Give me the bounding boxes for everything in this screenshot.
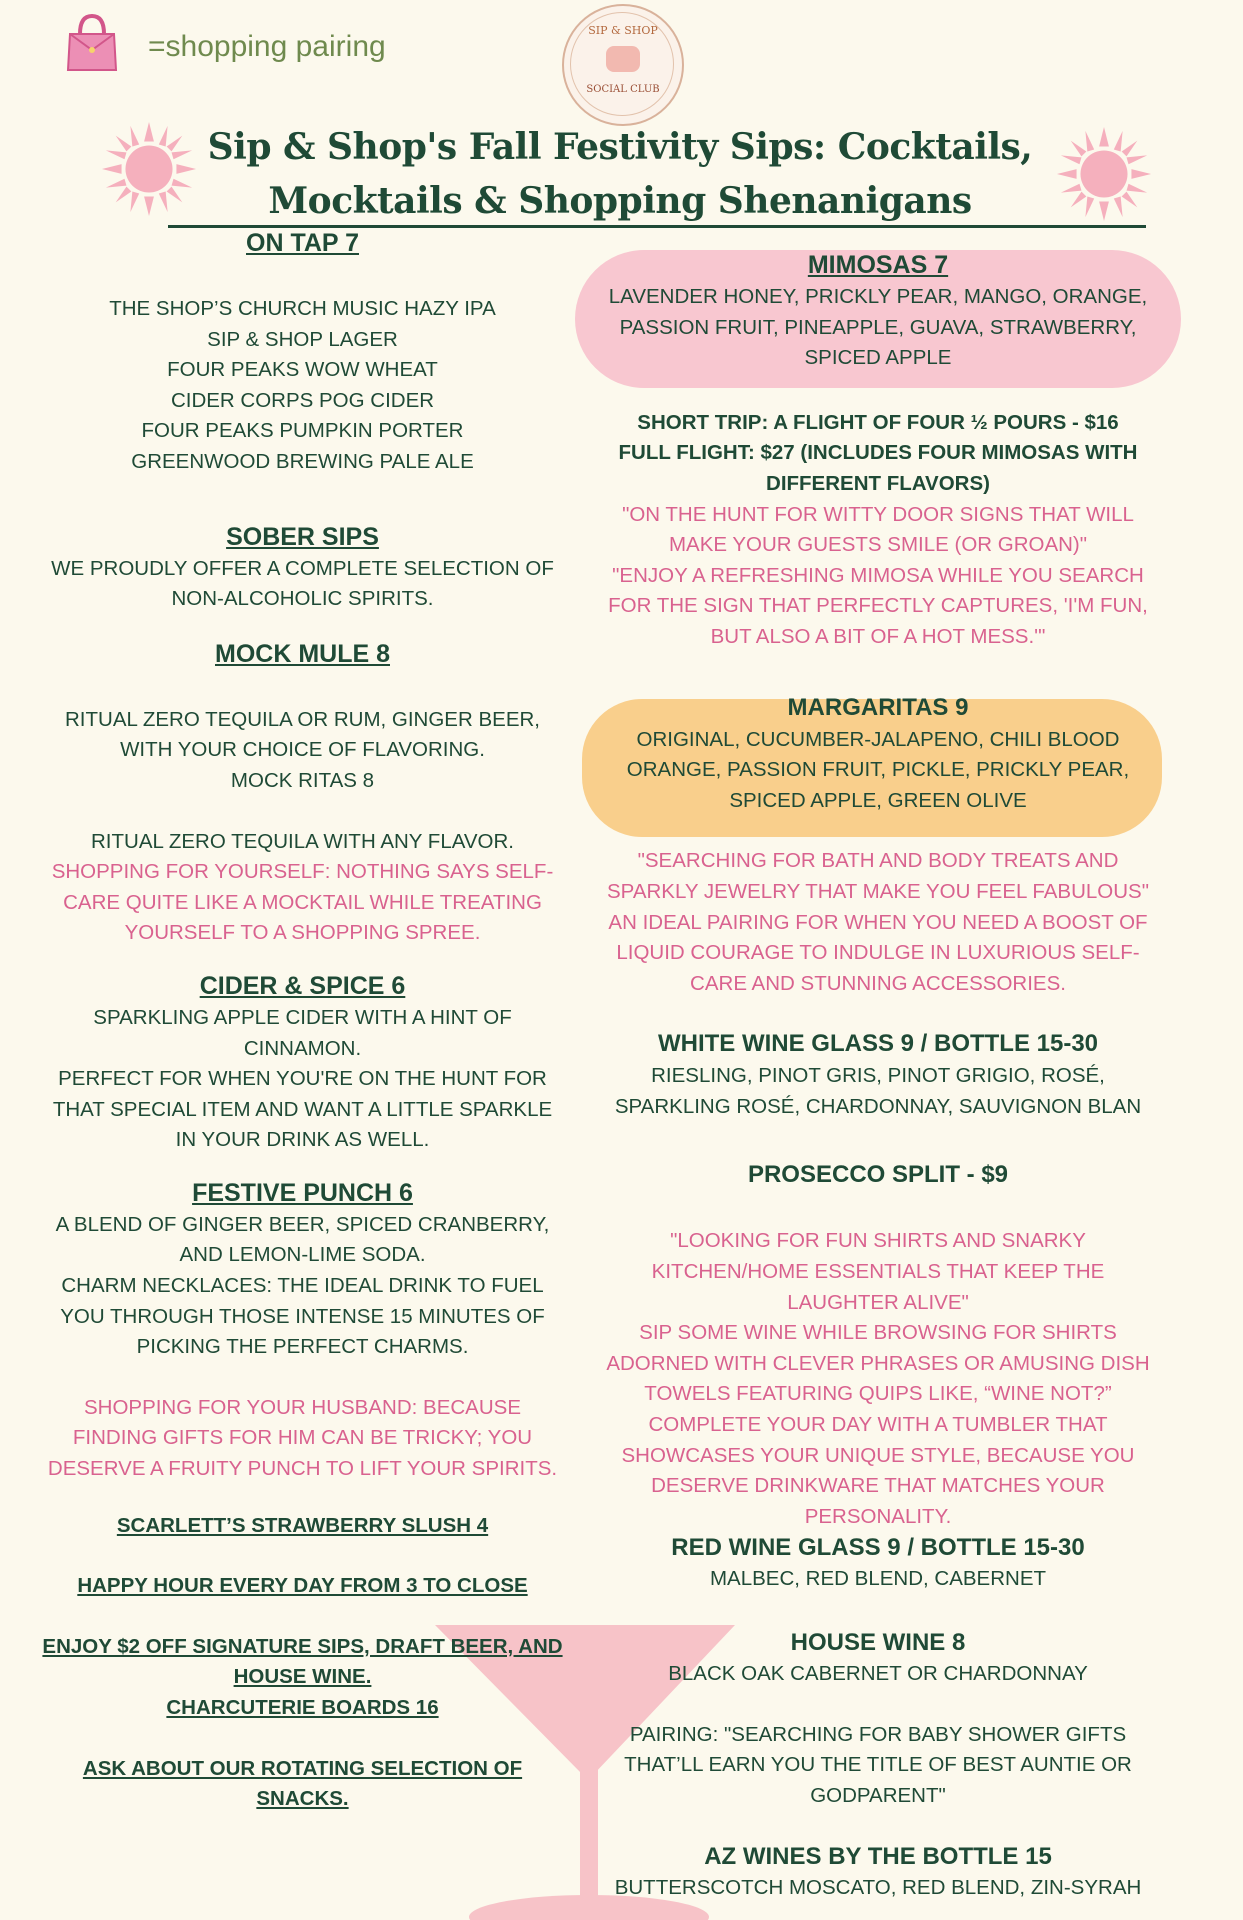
text-line: ORIGINAL, CUCUMBER-JALAPENO, CHILI BLOOD: [636, 727, 1120, 751]
house-wine-heading: HOUSE WINE 8: [790, 1629, 966, 1656]
cider-heading: CIDER & SPICE 6: [199, 971, 406, 1000]
mimosa-flights: [572, 408, 1184, 500]
mimosa-pairing: [572, 500, 1184, 653]
text-line: WITH YOUR CHOICE OF FLAVORING.: [120, 738, 485, 762]
text-line: SPICED APPLE, GREEN OLIVE: [729, 788, 1027, 812]
text-line: CINNAMON.: [243, 1036, 362, 1060]
right-column: [572, 248, 1184, 1904]
on-tap-heading: ON TAP 7: [246, 229, 359, 257]
text-line: YOU THROUGH THOSE INTENSE 15 MINUTES OF: [60, 1304, 545, 1328]
list-item: FOUR PEAKS PUMPKIN PORTER: [141, 419, 464, 443]
margaritas-flavors: [572, 725, 1184, 817]
sober-sips-text: [20, 554, 585, 615]
text-line: PERFECT FOR WHEN YOU'RE ON THE HUNT FOR: [58, 1067, 547, 1091]
festive-punch-text: [20, 1210, 585, 1363]
snacks-note: [20, 1754, 585, 1815]
text-line: SHORT TRIP: A FLIGHT OF FOUR ½ POURS - $16: [637, 410, 1119, 434]
list-item: SIP & SHOP LAGER: [207, 327, 398, 351]
legend-text: =shopping pairing: [148, 30, 386, 63]
text-line: SPARKLING ROSÉ, CHARDONNAY, SAUVIGNON BLAN: [614, 1094, 1142, 1118]
text-line: SPICED APPLE: [804, 346, 952, 370]
pairing-line: LIQUID COURAGE TO INDULGE IN LUXURIOUS SELF-: [616, 941, 1140, 965]
text-line: IN YOUR DRINK AS WELL.: [175, 1128, 430, 1152]
white-wine-list: [572, 1061, 1184, 1122]
on-tap-list: [20, 294, 585, 478]
text-line: WE PROUDLY OFFER A COMPLETE SELECTION OF: [51, 556, 554, 580]
cider-text: [20, 1003, 585, 1156]
pairing-line: TOWELS FEATURING QUIPS LIKE, “WINE NOT?”: [644, 1382, 1112, 1406]
pairing-line: MAKE YOUR GUESTS SMILE (OR GROAN)": [668, 533, 1088, 557]
mimosas-flavors: [572, 282, 1184, 374]
text-line: ENJOY $2 OFF SIGNATURE SIPS, DRAFT BEER, AND: [42, 1634, 563, 1658]
text-line: PASSION FRUIT, PINEAPPLE, GUAVA, STRAWBERRY,: [619, 315, 1137, 339]
house-wine-pairing: [572, 1720, 1184, 1812]
logo-bottom-text: SOCIAL CLUB: [586, 84, 660, 95]
pairing-line: "ENJOY A REFRESHING MIMOSA WHILE YOU SEARCH: [612, 563, 1144, 587]
margarita-pairing: [572, 846, 1184, 999]
festive-punch-pairing: [20, 1393, 585, 1485]
mock-mule-heading: MOCK MULE 8: [215, 639, 390, 668]
text-line: DIFFERENT FLAVORS): [766, 471, 990, 495]
text-line: NON-ALCOHOLIC SPIRITS.: [171, 587, 434, 611]
pairing-line: SIP SOME WINE WHILE BROWSING FOR SHIRTS: [639, 1321, 1117, 1345]
az-wines-list: BUTTERSCOTCH MOSCATO, RED BLEND, ZIN-SYRAH: [614, 1876, 1142, 1900]
list-item: GREENWOOD BREWING PALE ALE: [131, 449, 474, 473]
wine-pairing: [572, 1226, 1184, 1532]
left-column: [20, 226, 585, 1815]
text-line: RITUAL ZERO TEQUILA OR RUM, GINGER BEER,: [65, 707, 540, 731]
happy-hour: HAPPY HOUR EVERY DAY FROM 3 TO CLOSE: [77, 1574, 528, 1598]
logo-top-text: SIP & SHOP: [588, 24, 658, 37]
red-wine-list: MALBEC, RED BLEND, CABERNET: [709, 1567, 1047, 1591]
pairing-line: YOURSELF TO A SHOPPING SPREE.: [124, 921, 481, 945]
pairing-line: SHOPPING FOR YOURSELF: NOTHING SAYS SELF-: [51, 860, 554, 884]
list-item: CIDER CORPS POG CIDER: [170, 388, 435, 412]
text-line: MOCK RITAS 8: [230, 768, 375, 792]
happy-hour-discount: [20, 1632, 585, 1693]
pairing-line: BUT ALSO A BIT OF A HOT MESS.'": [710, 624, 1046, 648]
title-line-1: Sip & Shop's Fall Festivity Sips: Cocktails,: [207, 126, 1033, 168]
pairing-line: "LOOKING FOR FUN SHIRTS AND SNARKY: [670, 1229, 1086, 1253]
pairing-line: THAT’LL EARN YOU THE TITLE OF BEST AUNTIE OR: [624, 1753, 1132, 1777]
pairing-line: ADORNED WITH CLEVER PHRASES OR AMUSING DISH: [606, 1351, 1150, 1375]
pairing-line: KITCHEN/HOME ESSENTIALS THAT KEEP THE: [651, 1260, 1105, 1284]
title-line-2: Mocktails & Shopping Shenanigans: [268, 180, 972, 222]
charcuterie-boards: CHARCUTERIE BOARDS 16: [166, 1696, 439, 1719]
festive-punch-heading: FESTIVE PUNCH 6: [192, 1178, 413, 1207]
text-line: ORANGE, PASSION FRUIT, PICKLE, PRICKLY PEAR,: [626, 758, 1130, 782]
mimosas-heading: MIMOSAS 7: [807, 251, 949, 279]
pairing-line: CARE AND STUNNING ACCESSORIES.: [690, 971, 1066, 995]
pairing-line: DESERVE DRINKWARE THAT MATCHES YOUR: [651, 1474, 1105, 1498]
pairing-line: SHOWCASES YOUR UNIQUE STYLE, BECAUSE YOU: [621, 1443, 1135, 1467]
pairing-line: "SEARCHING FOR BATH AND BODY TREATS AND: [637, 849, 1119, 873]
red-wine-heading: RED WINE GLASS 9 / BOTTLE 15-30: [671, 1534, 1085, 1562]
text-line: THAT SPECIAL ITEM AND WANT A LITTLE SPARKLE: [52, 1097, 553, 1121]
pairing-line: PAIRING: "SEARCHING FOR BABY SHOWER GIFTS: [629, 1722, 1127, 1746]
text-line: RITUAL ZERO TEQUILA WITH ANY FLAVOR.: [91, 829, 514, 853]
prosecco-heading: PROSECCO SPLIT - $9: [747, 1161, 1009, 1189]
sober-sips-heading: SOBER SIPS: [226, 522, 379, 551]
text-line: PICKING THE PERFECT CHARMS.: [136, 1335, 469, 1359]
az-wines-heading: AZ WINES BY THE BOTTLE 15: [704, 1843, 1052, 1871]
handbag-icon: [64, 12, 120, 72]
list-item: THE SHOP’S CHURCH MUSIC HAZY IPA: [109, 297, 496, 320]
text-line: FULL FLIGHT: $27 (INCLUDES FOUR MIMOSAS WITH: [618, 441, 1138, 465]
text-line: AND LEMON-LIME SODA.: [179, 1243, 426, 1267]
text-line: RIESLING, PINOT GRIS, PINOT GRIGIO, ROSÉ,: [651, 1064, 1105, 1088]
pairing-line: COMPLETE YOUR DAY WITH A TUMBLER THAT: [648, 1413, 1108, 1437]
pairing-line: FOR THE SIGN THAT PERFECTLY CAPTURES, 'I'M FUN,: [608, 594, 1148, 618]
pairing-line: "ON THE HUNT FOR WITTY DOOR SIGNS THAT WILL: [622, 502, 1134, 526]
pairing-line: FINDING GIFTS FOR HIM CAN BE TRICKY; YOU: [72, 1426, 533, 1450]
pairing-line: PERSONALITY.: [804, 1504, 952, 1528]
text-line: SNACKS.: [256, 1787, 349, 1811]
text-line: A BLEND OF GINGER BEER, SPICED CRANBERRY,: [55, 1212, 550, 1236]
logo: [562, 4, 684, 126]
house-wine-list: BLACK OAK CABERNET OR CHARDONNAY: [668, 1662, 1088, 1685]
text-line: CHARM NECKLACES: THE IDEAL DRINK TO FUEL: [61, 1274, 544, 1298]
page-title: [170, 120, 1070, 228]
mock-mule-pairing: [20, 857, 585, 949]
pairing-line: LAUGHTER ALIVE": [787, 1290, 969, 1314]
margaritas-heading: MARGARITAS 9: [787, 693, 969, 721]
pairing-line: AN IDEAL PAIRING FOR WHEN YOU NEED A BOOST OF: [608, 910, 1148, 934]
pairing-line: SHOPPING FOR YOUR HUSBAND: BECAUSE: [83, 1395, 522, 1419]
white-wine-heading: WHITE WINE GLASS 9 / BOTTLE 15-30: [657, 1030, 1099, 1058]
pairing-line: GODPARENT": [810, 1783, 946, 1807]
logo-emblem: [606, 46, 640, 72]
list-item: FOUR PEAKS WOW WHEAT: [167, 358, 438, 382]
text-line: HOUSE WINE.: [233, 1665, 372, 1689]
text-line: LAVENDER HONEY, PRICKLY PEAR, MANGO, ORANGE,: [608, 285, 1148, 308]
pairing-line: DESERVE A FRUITY PUNCH TO LIFT YOUR SPIRITS.: [47, 1457, 558, 1481]
strawberry-slush: SCARLETT’S STRAWBERRY SLUSH 4: [116, 1513, 489, 1537]
mock-mule-text: [20, 705, 585, 857]
pairing-line: SPARKLY JEWELRY THAT MAKE YOU FEEL FABULOUS": [607, 879, 1149, 903]
text-line: SPARKLING APPLE CIDER WITH A HINT OF: [93, 1005, 512, 1029]
pairing-line: CARE QUITE LIKE A MOCKTAIL WHILE TREATING: [63, 890, 542, 914]
text-line: ASK ABOUT OUR ROTATING SELECTION OF: [82, 1756, 523, 1780]
